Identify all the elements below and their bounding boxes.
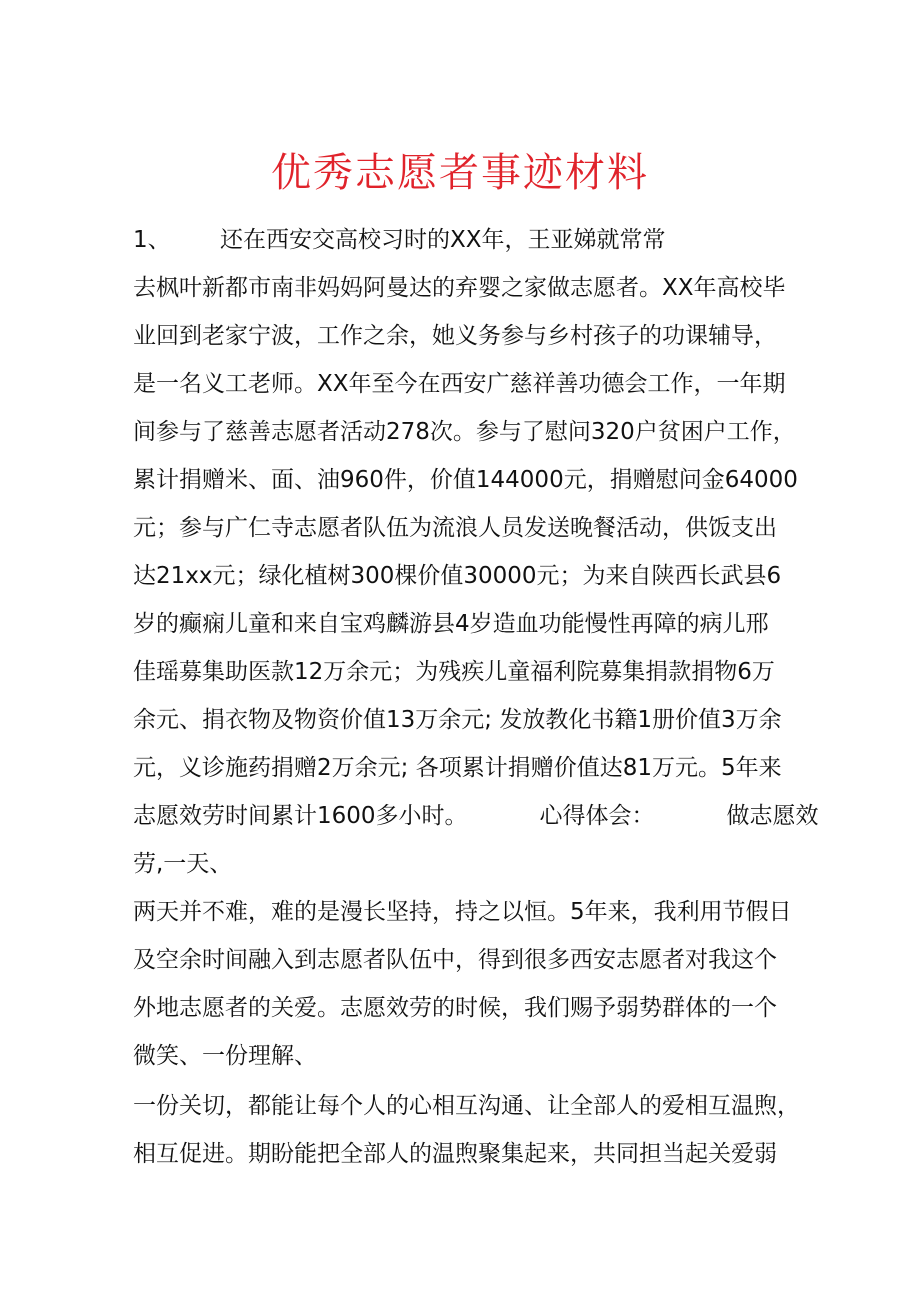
document-title: 优秀志愿者事迹材料 [271, 150, 649, 196]
paragraph-line: 一份关切，都能让每个人的心相互沟通、让全部人的爱相互温煦， [133, 1093, 800, 1119]
line-text: 做志愿效 [726, 803, 819, 829]
experience-heading: 心得体会： [539, 803, 655, 829]
paragraph-line: 间参与了慈善志愿者活动278次。参与了慰问320户贫困户工作， [133, 419, 796, 445]
paragraph-line: 达21xx元；绿化植树300棵价值30000元；为来自陕西长武县6 [133, 563, 782, 589]
paragraph-line: 佳瑶募集助医款12万余元；为残疾儿童福利院募集捐款捐物6万 [133, 659, 775, 685]
paragraph-line: 岁的癫痫儿童和来自宝鸡麟游县4岁造血功能慢性再障的病儿邢 [133, 611, 769, 637]
line-text: 志愿效劳时间累计1600多小时。 [133, 803, 468, 829]
paragraph-line: 余元、捐衣物及物资价值13万余元; 发放教化书籍1册价值3万余 [133, 707, 782, 733]
paragraph-line: 元；参与广仁寺志愿者队伍为流浪人员发送晚餐活动，供饭支出 [133, 515, 777, 541]
paragraph-line: 两天并不难，难的是漫长坚持，持之以恒。5年来，我利用节假日 [133, 899, 792, 925]
paragraph-line: 是一名义工老师。XX年至今在西安广慈祥善功德会工作，一年期 [133, 371, 786, 397]
paragraph-line [133, 793, 819, 839]
paragraph-line: 微笑、一份理解、 [133, 1043, 317, 1069]
paragraph-line: 业回到老家宁波，工作之余，她义务参与乡村孩子的功课辅导， [133, 323, 777, 349]
paragraph-line: 元，义诊施药捐赠2万余元; 各项累计捐赠价值达81万元。5年来 [133, 755, 782, 781]
paragraph-line: 去枫叶新都市南非妈妈阿曼达的弃婴之家做志愿者。XX年高校毕 [133, 275, 786, 301]
paragraph-line [133, 217, 666, 263]
paragraph-line: 劳,一天、 [133, 851, 233, 877]
paragraph-line: 及空余时间融入到志愿者队伍中，得到很多西安志愿者对我这个 [133, 947, 777, 973]
paragraph-line: 外地志愿者的关爱。志愿效劳的时候，我们赐予弱势群体的一个 [133, 995, 777, 1021]
paragraph-line: 相互促进。期盼能把全部人的温煦聚集起来，共同担当起关爱弱 [133, 1141, 777, 1167]
paragraph-line: 累计捐赠米、面、油960件，价值144000元，捐赠慰问金64000 [133, 467, 798, 493]
list-number: 1、 [133, 227, 171, 253]
line-text: 还在西安交高校习时的XX年，王亚娣就常常 [220, 227, 666, 253]
